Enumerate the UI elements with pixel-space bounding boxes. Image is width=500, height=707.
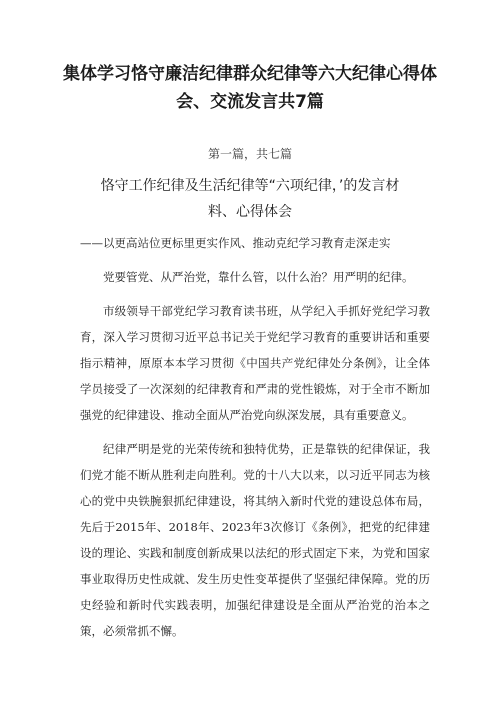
paragraph-1: 党要管党、从严治党，靠什么管，以什么治？用严明的纪律。	[103, 270, 414, 284]
article-subhead: ——以更高站位更标里更实作风、推动克纪学习教育走深走实	[80, 236, 391, 250]
paragraph-2: 市级领导干部党纪学习教育读书班，从学纪入手抓好党纪学习教育，深入学习贯彻习近平总书记关于党纪学习教育的重要讲话和重要指示精神，原原本本学习贯彻《中国共产党纪律处分条例》，让全体学员接受了一次深刻的纪律教育和严肃的党性锻炼，对于全市不断加强党的纪律建设、推动全面从严治党向纵深发展，具有重要意义。	[80, 304, 430, 422]
paragraph-3: 纪律严明是党的光荣传统和独特优势，正是靠铁的纪律保证，我们党才能不断从胜利走向胜利。党的十八大以来，以习近平同志为核心的党中央铁腕狠抓纪律建设，将其纳入新时代党的建设总体布局，先后于2015年、2018年、2023年3次修订《条例》，把党的纪律建设的理论、实践和制度创新成果以法纪的形式固定下来，为党和国家事业取得历史性成就、发生历史性变革提供了坚强纪律保障。党的历史经验和新时代实践表明，加强纪律建设是全面从严治党的治本之策，必须常抓不懈。	[80, 442, 430, 638]
article-body	[80, 230, 430, 644]
article-subtitle: 恪守工作纪律及生活纪律等“六项纪律，’的发言材料、心得体会	[100, 178, 400, 220]
section-label: 第一篇，共七篇	[207, 147, 292, 161]
document-title: 集体学习恪守廉洁纪律群众纪律等六大纪律心得体会、交流发言共7篇	[63, 64, 437, 112]
